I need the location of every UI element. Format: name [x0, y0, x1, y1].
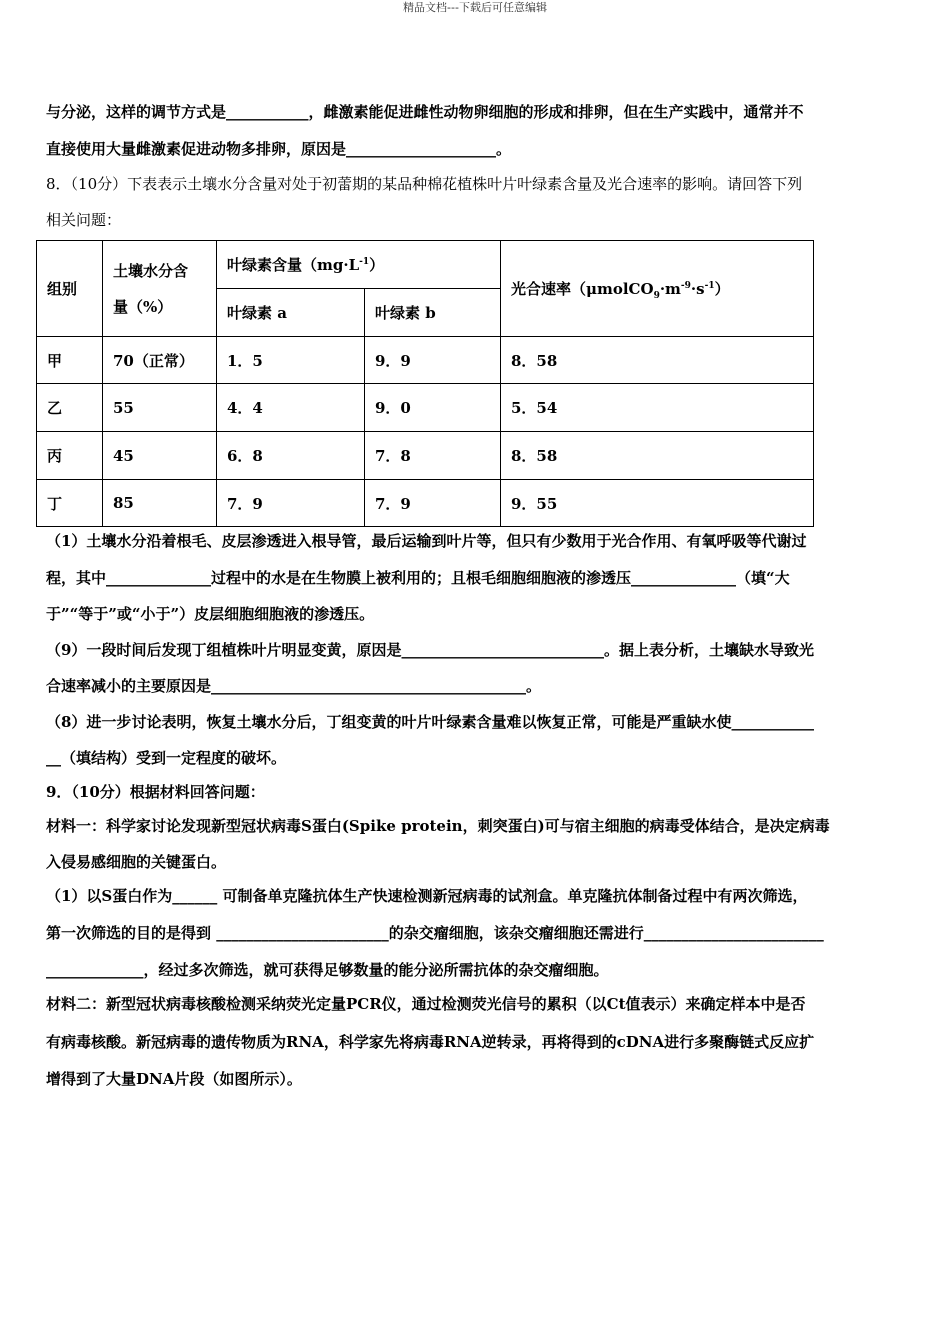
question-8-stem: 8．（10分）下表表示土壤水分含量对处于初蕾期的某品种棉花植株叶片叶绿素含量及光合速率的影响。请回答下列 [46, 175, 803, 193]
text-line: 有病毒核酸。新冠病毒的遗传物质为RNA，科学家先将病毒RNA逆转录，再将得到的cDNA进行多聚酶链式反应扩 [46, 1033, 815, 1051]
page-header: 精品文档---下载后可任意编辑 [403, 1, 547, 14]
text-line: _____________，经过多次筛选，就可获得足够数量的能分泌所需抗体的杂交瘤细胞。 [46, 961, 609, 979]
text-line: __（填结构）受到一定程度的破坏。 [46, 749, 287, 767]
data-table [36, 240, 814, 527]
header-water: 土壤水分含 量（%） [103, 241, 217, 337]
table-row: 丁 85 7．9 7．9 9．55 [37, 480, 814, 527]
table-row: 乙 55 4．4 9．0 5．54 [37, 384, 814, 432]
question-9-stem: 9．（10分）根据材料回答问题： [46, 783, 265, 801]
text-line: （1）以S蛋白作为______ 可制备单克隆抗体生产快速检测新冠病毒的试剂盒。单克隆抗体制备过程中有两次筛选， [46, 887, 808, 905]
text-line: （1）土壤水分沿着根毛、皮层渗透进入根导管，最后运输到叶片等，但只有少数用于光合作用、有氧呼吸等代谢过 [46, 532, 807, 550]
text-line: 第一次筛选的目的是得到 _______________________的杂交瘤细胞，该杂交瘤细胞还需进行________________________ [46, 924, 824, 942]
header-photosynthesis-rate: 光合速率$(\mu molCO_9\cdot m^{-9}\cdot s^{-1})$ [501, 241, 814, 337]
text-line: 程，其中______________过程中的水是在生物膜上被利用的；且根毛细胞细胞液的渗透压______________（填“大 [46, 569, 790, 587]
table-row: 丙 45 6．8 7．8 8．58 [37, 432, 814, 480]
text-line: 增得到了大量DNA片段（如图所示）。 [46, 1070, 302, 1088]
text-line: 合速率减小的主要原因是__________________________________________。 [46, 677, 542, 695]
header-chlorophyll-a: 叶绿素 a [217, 289, 365, 337]
question-8-stem-cont: 相关问题： [46, 211, 122, 229]
text-line: 与分泌，这样的调节方式是___________，雌激素能促进雌性动物卵细胞的形成和排卵，但在生产实践中，通常并不 [46, 103, 804, 121]
table-row: 甲 70（正常） 1．5 9．9 8．58 [37, 337, 814, 384]
text-line: 材料一：科学家讨论发现新型冠状病毒S蛋白(Spike protein，刺突蛋白)可与宿主细胞的病毒受体结合，是决定病毒 [46, 817, 830, 835]
text-line: 直接使用大量雌激素促进动物多排卵，原因是____________________。 [46, 140, 512, 158]
text-line: （9）一段时间后发现丁组植株叶片明显变黄，原因是___________________________。据上表分析，土壤缺水导致光 [46, 641, 814, 659]
text-line: （8）进一步讨论表明，恢复土壤水分后，丁组变黄的叶片叶绿素含量难以恢复正常，可能是严重缺水使___________ [46, 713, 814, 731]
text-line: 于”“等于”或“小于”）皮层细胞细胞液的渗透压。 [46, 605, 375, 623]
header-group: 组别 [37, 241, 103, 337]
header-chlorophyll: 叶绿素含量$(mg\cdot L^{-1})$ [217, 241, 501, 289]
text-line: 材料二：新型冠状病毒核酸检测采纳荧光定量PCR仪，通过检测荧光信号的累积（以Ct值表示）来确定样本中是否 [46, 995, 806, 1013]
header-chlorophyll-b: 叶绿素 b [365, 289, 501, 337]
text-line: 入侵易感细胞的关键蛋白。 [46, 853, 227, 871]
